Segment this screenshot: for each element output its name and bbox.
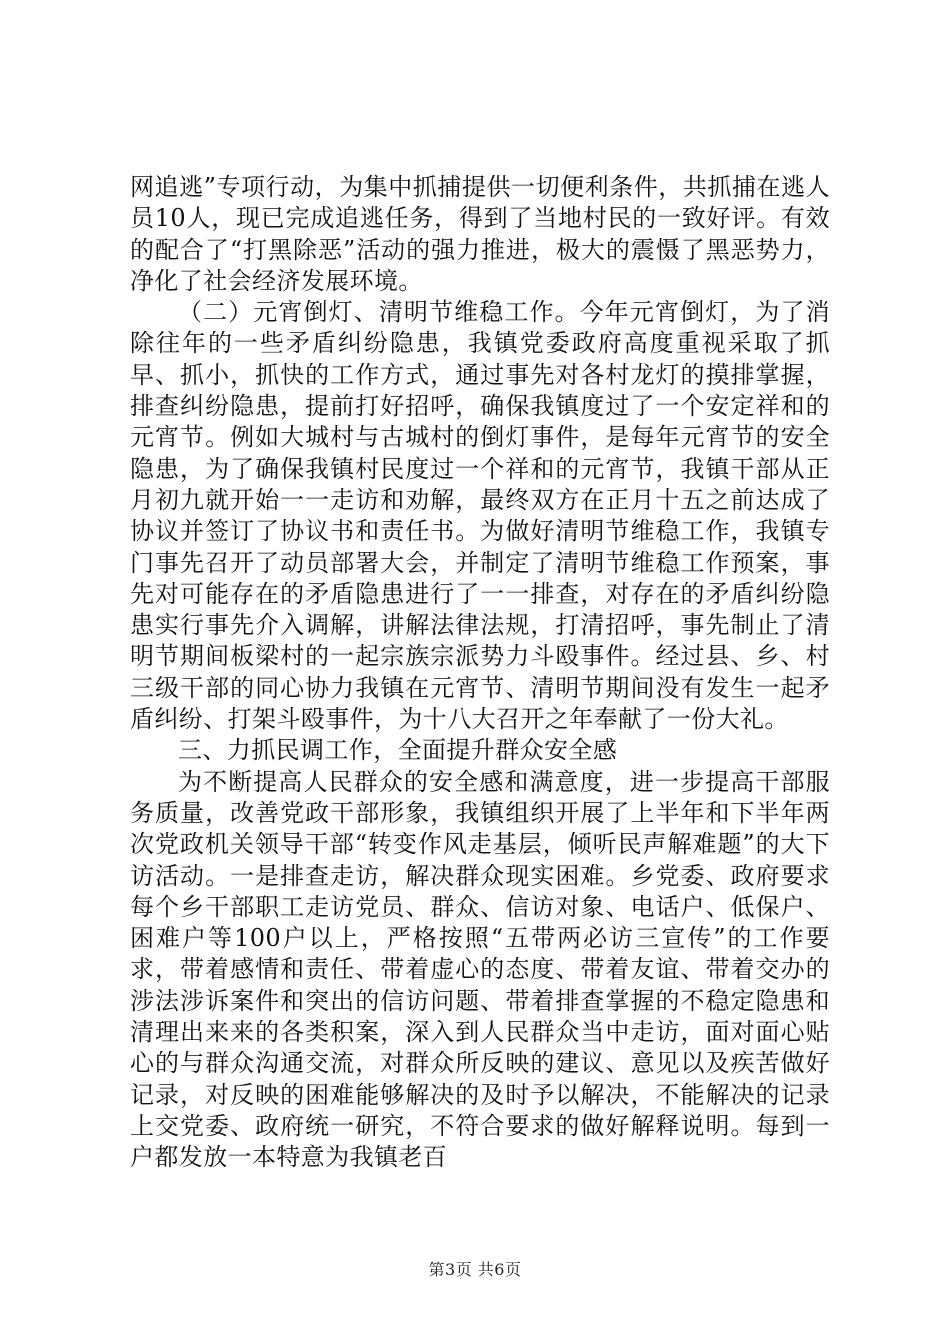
document-body: [130, 172, 830, 1174]
paragraph-continuation: 网追逃”专项行动，为集中抓捕提供一切便利条件，共抓捕在逃人员10人，现已完成追逃任务，得到了当地村民的一致好评。有效的配合了“打黑除恶”活动的强力推进，极大的震慑了黑恶势力，净化了社会经济发展环境。: [130, 173, 830, 295]
paragraph-lantern-qingming: （二）元宵倒灯、清明节维稳工作。今年元宵倒灯，为了消除往年的一些矛盾纠纷隐患，我镇党委政府高度重视采取了抓早、抓小，抓快的工作方式，通过事先对各村龙灯的摸排掌握，排查纠纷隐患，提前打好招呼，确保我镇度过了一个安定祥和的元宵节。例如大城村与古城村的倒灯事件，是每年元宵节的安全隐患，为了确保我镇村民度过一个祥和的元宵节，我镇干部从正月初九就开始一一走访和劝解，最终双方在正月十五之前达成了协议并签订了协议书和责任书。为做好清明节维稳工作，我镇专门事先召开了动员部署大会，并制定了清明节维稳工作预案，事先对可能存在的矛盾隐患进行了一一排查，对存在的矛盾纠纷隐患实行事先介入调解，讲解法律法规，打清招呼，事先制止了清明节期间板梁村的一起宗族宗派势力斗殴事件。经过县、乡、村三级干部的同心协力我镇在元宵节、清明节期间没有发生一起矛盾纠纷、打架斗殴事件，为十八大召开之年奉献了一份大礼。: [130, 298, 830, 734]
section-heading-mediation: 三、力抓民调工作，全面提升群众安全感: [178, 736, 618, 765]
page-footer: 第3页 共6页: [428, 1260, 522, 1279]
paragraph-mediation-work: 为不断提高人民群众的安全感和满意度，进一步提高干部服务质量，改善党政干部形象，我镇组织开展了上半年和下半年两次党政机关领导干部“转变作风走基层，倾听民声解难题”的大下访活动。一是排查走访，解决群众现实困难。乡党委、政府要求每个乡干部职工走访党员、群众、信访对象、电话户、低保户、困难户等100户以上，严格按照“五带两必访三宣传”的工作要求，带着感情和责任、带着虚心的态度、带着友谊、带着交办的涉法涉诉案件和突出的信访问题、带着排查掌握的不稳定隐患和清理出来来的各类积案，深入到人民群众当中走访，面对面心贴心的与群众沟通交流，对群众所反映的建议、意见以及疾苦做好记录，对反映的困难能够解决的及时予以解决，不能解决的记录上交党委、政府统一研究，不符合要求的做好解释说明。每到一户都发放一本特意为我镇老百: [130, 767, 830, 1172]
